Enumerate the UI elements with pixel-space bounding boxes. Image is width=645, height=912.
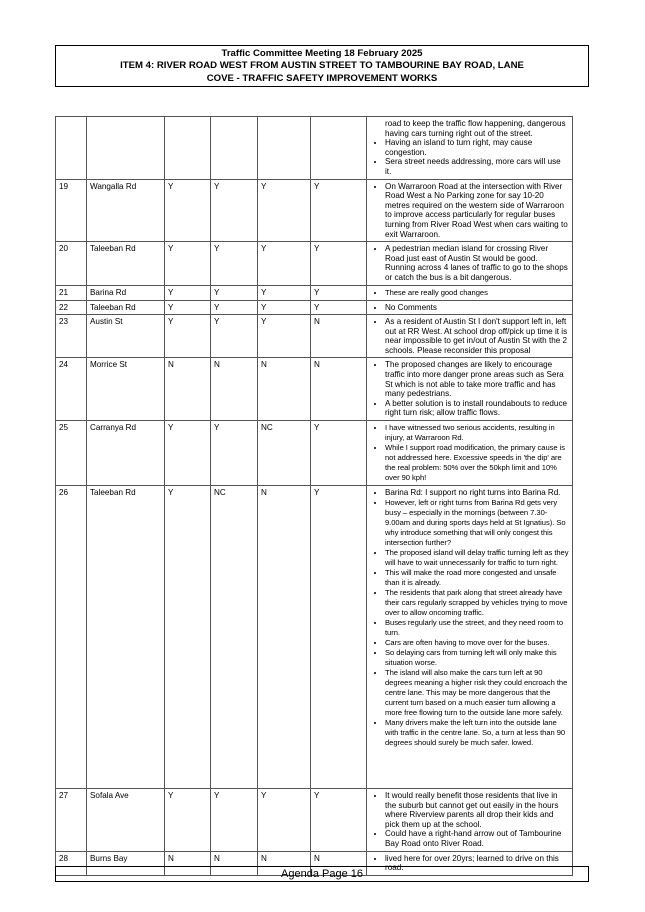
response-cell-2: Y bbox=[211, 315, 258, 358]
row-number-cell: 20 bbox=[56, 242, 87, 285]
response-cell-4 bbox=[311, 117, 367, 180]
row-number-cell: 23 bbox=[56, 315, 87, 358]
comment-list bbox=[370, 360, 569, 418]
comments-cell bbox=[367, 179, 573, 242]
response-cell-2: Y bbox=[211, 789, 258, 852]
street-cell: Sofala Ave bbox=[87, 789, 165, 852]
response-cell-3: Y bbox=[258, 242, 311, 285]
response-cell-1: Y bbox=[165, 285, 211, 300]
comment-list bbox=[370, 244, 569, 282]
row-number-cell: 19 bbox=[56, 179, 87, 242]
row-number-cell: 21 bbox=[56, 285, 87, 300]
comment-item: • Barina Rd: I support no right turns into Barina Rd. bbox=[385, 488, 569, 498]
response-cell-4: Y bbox=[311, 789, 367, 852]
comment-list bbox=[370, 182, 569, 240]
response-cell-3: N bbox=[258, 851, 311, 875]
table-row bbox=[56, 789, 573, 852]
response-cell-4: Y bbox=[311, 179, 367, 242]
comment-item: • No Comments bbox=[385, 303, 569, 313]
response-cell-2: Y bbox=[211, 421, 258, 486]
comment-list bbox=[370, 119, 569, 177]
comments-cell bbox=[367, 242, 573, 285]
comment-item: • I have witnessed two serious accidents, resulting in injury, at Warraroon Rd. bbox=[385, 423, 569, 443]
comment-item: • These are really good changes bbox=[385, 288, 569, 298]
street-cell: Carranya Rd bbox=[87, 421, 165, 486]
response-cell-4: N bbox=[311, 358, 367, 421]
comment-item: • Sera street needs addressing, more cars will use it. bbox=[385, 157, 569, 176]
response-cell-2: Y bbox=[211, 300, 258, 315]
comment-item: • A better solution is to install roundabouts to reduce right turn risk; allow traffic flows. bbox=[385, 399, 569, 418]
response-cell-1 bbox=[165, 117, 211, 180]
response-cell-1: N bbox=[165, 851, 211, 875]
row-number-cell bbox=[56, 117, 87, 180]
comment-item: • Could have a right-hand arrow out of Tambourine Bay Road onto River Road. bbox=[385, 829, 569, 848]
response-cell-2: Y bbox=[211, 179, 258, 242]
table-row bbox=[56, 358, 573, 421]
response-cell-2 bbox=[211, 117, 258, 180]
response-cell-4: Y bbox=[311, 285, 367, 300]
comment-item: • Having an island to turn right, may cause congestion. bbox=[385, 138, 569, 157]
street-cell: Wangalla Rd bbox=[87, 179, 165, 242]
response-cell-3: Y bbox=[258, 285, 311, 300]
street-cell: Burns Bay bbox=[87, 851, 165, 875]
table-row bbox=[56, 242, 573, 285]
comment-list bbox=[370, 423, 569, 483]
comment-item: • However, left or right turns from Barina Rd gets very busy – especially in the mornings (between 7.30-9.00am and during sports days held at St Ignatius). So why introduce something that will only congest this intersection further? bbox=[385, 498, 569, 548]
row-number-cell: 25 bbox=[56, 421, 87, 486]
comments-cell bbox=[367, 315, 573, 358]
feedback-table bbox=[55, 116, 573, 876]
response-cell-2: NC bbox=[211, 486, 258, 789]
response-cell-2: Y bbox=[211, 285, 258, 300]
street-cell: Taleeban Rd bbox=[87, 486, 165, 789]
response-cell-1: Y bbox=[165, 179, 211, 242]
response-cell-4: N bbox=[311, 315, 367, 358]
table-row bbox=[56, 117, 573, 180]
street-cell: Austin St bbox=[87, 315, 165, 358]
comments-cell bbox=[367, 421, 573, 486]
comment-item: • A pedestrian median island for crossing River Road just east of Austin St would be good. Running across 4 lanes of traffic to go to the shops or catch the bus is a bit dangerous. bbox=[385, 244, 569, 282]
response-cell-2: Y bbox=[211, 242, 258, 285]
comments-cell bbox=[367, 486, 573, 789]
comments-cell bbox=[367, 358, 573, 421]
comment-item: • So delaying cars from turning left will only make this situation worse. bbox=[385, 648, 569, 668]
response-cell-4: Y bbox=[311, 486, 367, 789]
comment-item: • As a resident of Austin St I don't support left in, left out at RR West. At school drop off/pick up time it is near impossible to get in/out of Austin St with the 2 schools. Please reconsider this proposal bbox=[385, 317, 569, 355]
header-line-3: COVE - TRAFFIC SAFETY IMPROVEMENT WORKS bbox=[206, 72, 438, 84]
comment-item: • Many drivers make the left turn into the outside lane with traffic in the centre lane. So, a turn at less than 90 degrees should surely be much safer. lowed. bbox=[385, 718, 569, 748]
table-row bbox=[56, 486, 573, 789]
response-cell-3: Y bbox=[258, 179, 311, 242]
comment-item: • The proposed changes are likely to encourage traffic into more danger prone areas such as Sera St which is not able to take more traffic and has many pedestrians. bbox=[385, 360, 569, 398]
comment-item: • The residents that park along that street already have their cars regularly scrapped by vehicles trying to move over to allow oncoming traffic. bbox=[385, 588, 569, 618]
comments-cell bbox=[367, 285, 573, 300]
response-cell-3: Y bbox=[258, 315, 311, 358]
response-cell-1: Y bbox=[165, 486, 211, 789]
response-cell-1: Y bbox=[165, 421, 211, 486]
comment-list bbox=[370, 317, 569, 355]
response-cell-3: N bbox=[258, 358, 311, 421]
response-cell-3: NC bbox=[258, 421, 311, 486]
comment-item: • On Warraroon Road at the intersection with River Road West a No Parking zone for say 10-20 metres required on the western side of Warraroon to improve access particularly for regular buses turning from River Road West when cars waiting to exit Warraroon. bbox=[385, 182, 569, 240]
comment-list bbox=[370, 488, 569, 748]
response-cell-4: N bbox=[311, 851, 367, 875]
comment-list bbox=[370, 288, 569, 298]
response-cell-1: Y bbox=[165, 242, 211, 285]
response-cell-3 bbox=[258, 117, 311, 180]
street-cell: Barina Rd bbox=[87, 285, 165, 300]
row-number-cell: 24 bbox=[56, 358, 87, 421]
page-header bbox=[55, 45, 589, 87]
row-number-cell: 22 bbox=[56, 300, 87, 315]
page-number: Agenda Page 16 bbox=[281, 868, 363, 880]
table-row bbox=[56, 315, 573, 358]
response-cell-1: Y bbox=[165, 315, 211, 358]
comment-item: • Cars are often having to move over for the buses. bbox=[385, 638, 569, 648]
comment-item: • lived here for over 20yrs; learned to drive on this road. bbox=[385, 854, 569, 873]
street-cell: Taleeban Rd bbox=[87, 242, 165, 285]
response-cell-1: N bbox=[165, 358, 211, 421]
street-cell: Taleeban Rd bbox=[87, 300, 165, 315]
header-line-1: Traffic Committee Meeting 18 February 2025 bbox=[221, 47, 423, 59]
comment-list bbox=[370, 791, 569, 849]
header-line-2: ITEM 4: RIVER ROAD WEST FROM AUSTIN STREET TO TAMBOURINE BAY ROAD, LANE bbox=[120, 60, 524, 71]
response-cell-1: Y bbox=[165, 789, 211, 852]
row-number-cell: 27 bbox=[56, 789, 87, 852]
response-cell-3: Y bbox=[258, 300, 311, 315]
response-cell-2: N bbox=[211, 851, 258, 875]
table-row bbox=[56, 300, 573, 315]
row-number-cell: 26 bbox=[56, 486, 87, 789]
response-cell-1: Y bbox=[165, 300, 211, 315]
response-cell-3: N bbox=[258, 486, 311, 789]
table-row bbox=[56, 421, 573, 486]
response-cell-3: Y bbox=[258, 789, 311, 852]
comment-item: • While I support road modification, the primary cause is not addressed here. Excessive speeds in 'the dip' are the real problem: 50% over the 50kph limit and 10% over 90 kph! bbox=[385, 443, 569, 483]
row-number-cell: 28 bbox=[56, 851, 87, 875]
response-cell-4: Y bbox=[311, 300, 367, 315]
comment-item: • It would really benefit those residents that live in the suburb but cannot get out easily in the hours where Riverview parents all drop their kids and pick them up at the school. bbox=[385, 791, 569, 829]
table-row bbox=[56, 179, 573, 242]
street-cell: Morrice St bbox=[87, 358, 165, 421]
comments-cell bbox=[367, 117, 573, 180]
comment-list bbox=[370, 303, 569, 313]
comment-item: • The proposed island will delay traffic turning left as they will have to wait unnecessarily for traffic to turn right. bbox=[385, 548, 569, 568]
comments-cell bbox=[367, 789, 573, 852]
comment-item: • The island will also make the cars turn left at 90 degrees meaning a higher risk they could encroach the centre lane. This may be more dangerous that the current turn based on a much easier turn allowing a more free flowing turn to the outside lane more safely. bbox=[385, 668, 569, 718]
page-footer bbox=[55, 866, 589, 882]
response-cell-2: N bbox=[211, 358, 258, 421]
comment-item: • This will make the road more congested and unsafe than it is already. bbox=[385, 568, 569, 588]
comments-cell bbox=[367, 300, 573, 315]
response-cell-4: Y bbox=[311, 421, 367, 486]
comment-item: road to keep the traffic flow happening, dangerous having cars turning right out of the street. bbox=[385, 119, 566, 138]
street-cell bbox=[87, 117, 165, 180]
response-cell-4: Y bbox=[311, 242, 367, 285]
comment-item: • Buses regularly use the street, and they need room to turn. bbox=[385, 618, 569, 638]
table-row bbox=[56, 285, 573, 300]
